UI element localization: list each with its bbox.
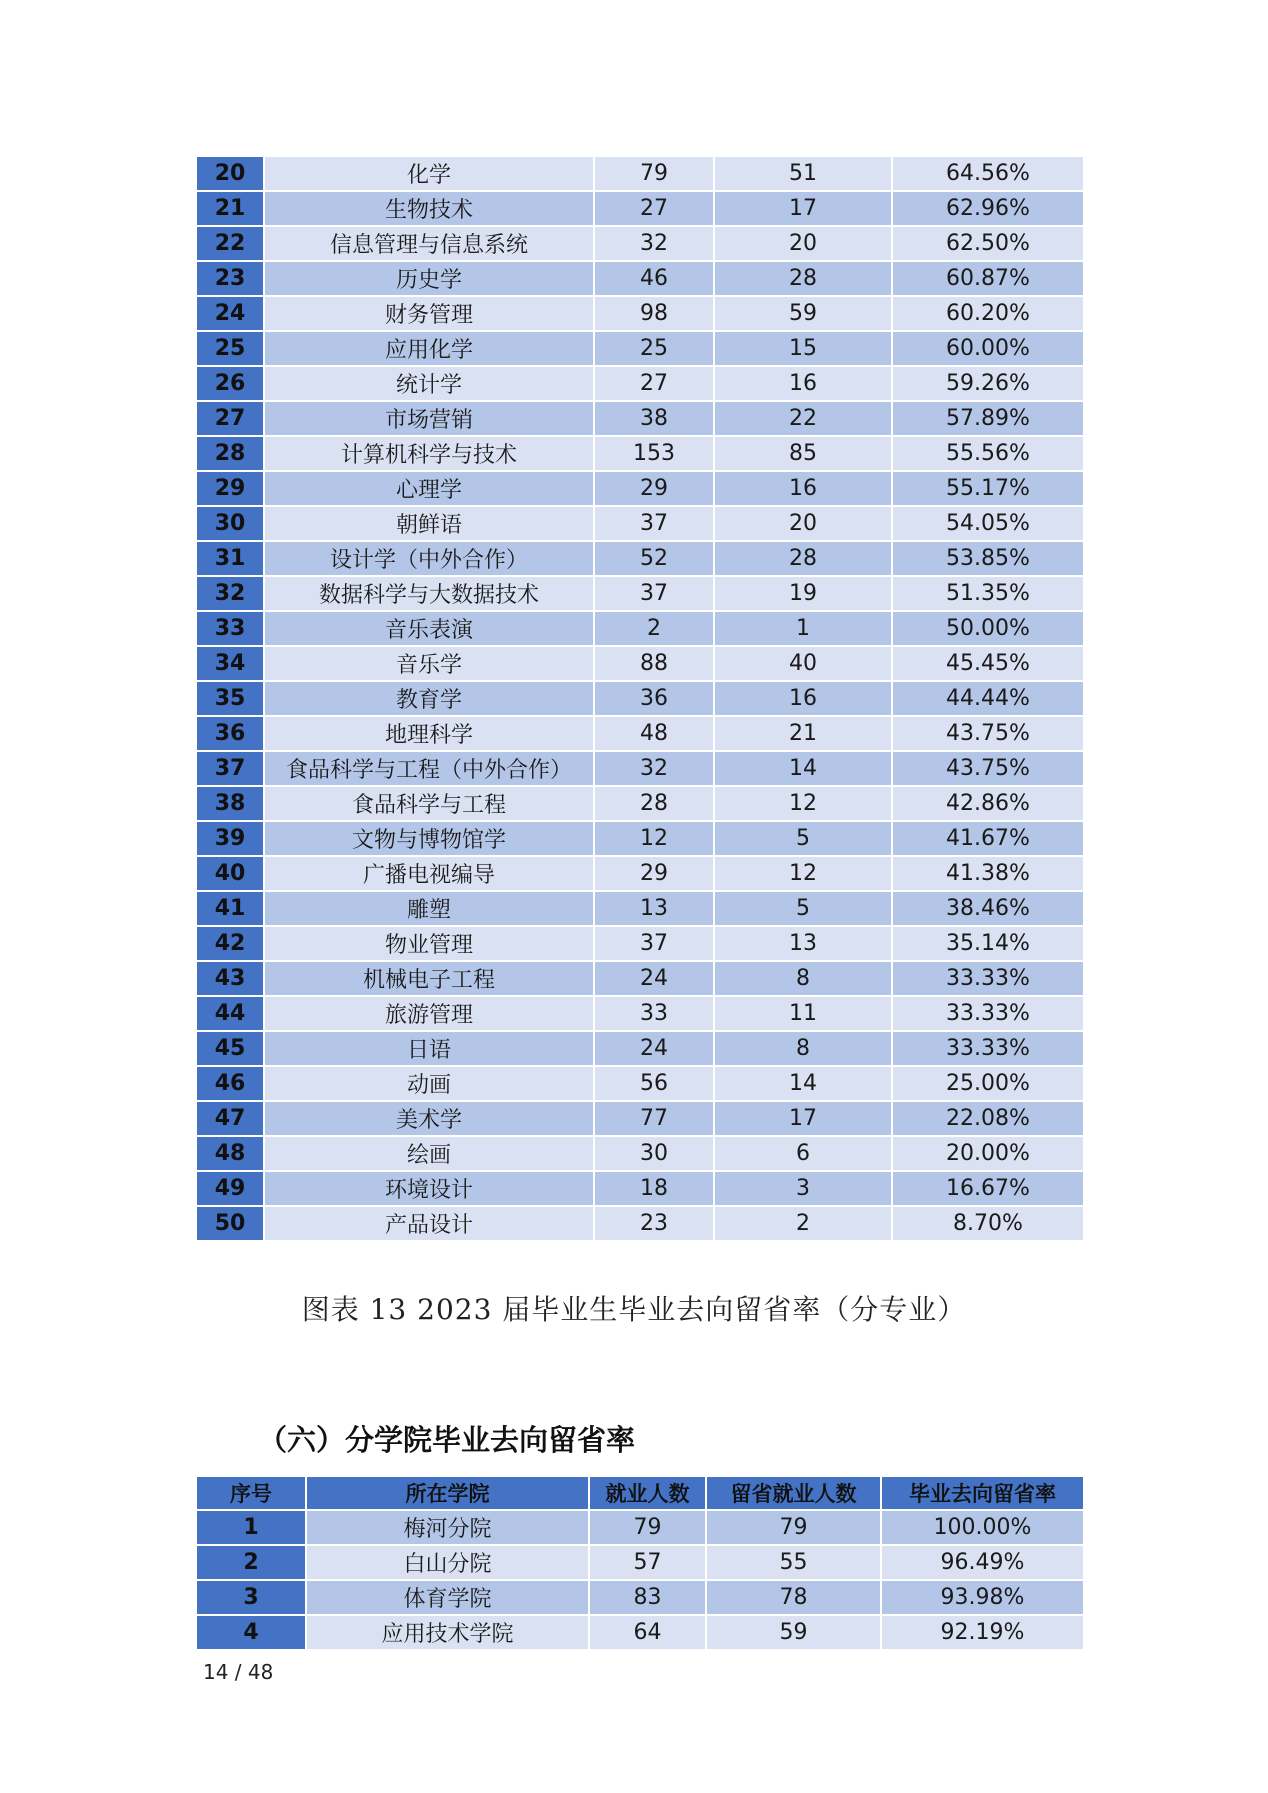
cell-employed: 77 <box>594 1101 714 1136</box>
cell-retained: 11 <box>714 996 892 1031</box>
cell-major: 广播电视编导 <box>264 856 594 891</box>
cell-employed: 79 <box>589 1510 706 1545</box>
cell-rate: 8.70% <box>892 1206 1084 1241</box>
cell-retained: 55 <box>706 1545 881 1580</box>
cell-employed: 48 <box>594 716 714 751</box>
cell-retained: 17 <box>714 1101 892 1136</box>
cell-rate: 43.75% <box>892 716 1084 751</box>
cell-major: 美术学 <box>264 1101 594 1136</box>
cell-rate: 43.75% <box>892 751 1084 786</box>
cell-employed: 46 <box>594 261 714 296</box>
cell-employed: 88 <box>594 646 714 681</box>
cell-retained: 16 <box>714 471 892 506</box>
cell-major: 旅游管理 <box>264 996 594 1031</box>
cell-major: 食品科学与工程（中外合作） <box>264 751 594 786</box>
cell-major: 文物与博物馆学 <box>264 821 594 856</box>
cell-college: 应用技术学院 <box>306 1615 589 1650</box>
cell-college: 梅河分院 <box>306 1510 589 1545</box>
cell-no: 49 <box>196 1171 264 1206</box>
table-row <box>196 401 1084 436</box>
cell-employed: 24 <box>594 961 714 996</box>
cell-employed: 28 <box>594 786 714 821</box>
cell-no: 37 <box>196 751 264 786</box>
cell-employed: 2 <box>594 611 714 646</box>
cell-retained: 16 <box>714 366 892 401</box>
cell-retained: 19 <box>714 576 892 611</box>
cell-rate: 25.00% <box>892 1066 1084 1101</box>
cell-retained: 17 <box>714 191 892 226</box>
cell-rate: 35.14% <box>892 926 1084 961</box>
cell-retained: 40 <box>714 646 892 681</box>
cell-retained: 13 <box>714 926 892 961</box>
table-row <box>196 821 1084 856</box>
table-row <box>196 576 1084 611</box>
cell-employed: 37 <box>594 506 714 541</box>
header-rate: 毕业去向留省率 <box>881 1476 1084 1510</box>
table-row <box>196 1101 1084 1136</box>
cell-rate: 50.00% <box>892 611 1084 646</box>
cell-no: 44 <box>196 996 264 1031</box>
cell-major: 应用化学 <box>264 331 594 366</box>
cell-employed: 29 <box>594 471 714 506</box>
cell-rate: 22.08% <box>892 1101 1084 1136</box>
cell-rate: 38.46% <box>892 891 1084 926</box>
cell-no: 34 <box>196 646 264 681</box>
cell-no: 40 <box>196 856 264 891</box>
cell-rate: 54.05% <box>892 506 1084 541</box>
cell-no: 24 <box>196 296 264 331</box>
cell-employed: 12 <box>594 821 714 856</box>
cell-retained: 28 <box>714 541 892 576</box>
cell-retained: 6 <box>714 1136 892 1171</box>
cell-no: 29 <box>196 471 264 506</box>
cell-major: 教育学 <box>264 681 594 716</box>
cell-college: 白山分院 <box>306 1545 589 1580</box>
header-no: 序号 <box>196 1476 306 1510</box>
table-row <box>196 1580 1084 1615</box>
cell-major: 市场营销 <box>264 401 594 436</box>
cell-no: 41 <box>196 891 264 926</box>
cell-major: 产品设计 <box>264 1206 594 1241</box>
cell-employed: 18 <box>594 1171 714 1206</box>
college-retention-table <box>195 1475 1085 1651</box>
cell-no: 46 <box>196 1066 264 1101</box>
cell-major: 设计学（中外合作） <box>264 541 594 576</box>
cell-employed: 32 <box>594 751 714 786</box>
cell-rate: 59.26% <box>892 366 1084 401</box>
cell-major: 音乐表演 <box>264 611 594 646</box>
table-row <box>196 1545 1084 1580</box>
cell-rate: 62.96% <box>892 191 1084 226</box>
table-row <box>196 961 1084 996</box>
cell-no: 26 <box>196 366 264 401</box>
cell-employed: 83 <box>589 1580 706 1615</box>
cell-major: 信息管理与信息系统 <box>264 226 594 261</box>
cell-major: 生物技术 <box>264 191 594 226</box>
table-row <box>196 366 1084 401</box>
table-row <box>196 1510 1084 1545</box>
header-employed: 就业人数 <box>589 1476 706 1510</box>
cell-major: 数据科学与大数据技术 <box>264 576 594 611</box>
cell-major: 历史学 <box>264 261 594 296</box>
table-row <box>196 471 1084 506</box>
cell-major: 心理学 <box>264 471 594 506</box>
cell-retained: 3 <box>714 1171 892 1206</box>
cell-major: 环境设计 <box>264 1171 594 1206</box>
cell-retained: 22 <box>714 401 892 436</box>
cell-retained: 8 <box>714 1031 892 1066</box>
cell-retained: 2 <box>714 1206 892 1241</box>
cell-rate: 62.50% <box>892 226 1084 261</box>
cell-rate: 55.17% <box>892 471 1084 506</box>
table-row <box>196 191 1084 226</box>
cell-retained: 51 <box>714 156 892 191</box>
cell-retained: 14 <box>714 1066 892 1101</box>
major-retention-table <box>195 155 1085 1242</box>
table-row <box>196 156 1084 191</box>
cell-retained: 20 <box>714 506 892 541</box>
table-row <box>196 926 1084 961</box>
cell-no: 35 <box>196 681 264 716</box>
cell-employed: 27 <box>594 366 714 401</box>
cell-major: 物业管理 <box>264 926 594 961</box>
cell-rate: 93.98% <box>881 1580 1084 1615</box>
cell-rate: 92.19% <box>881 1615 1084 1650</box>
cell-no: 21 <box>196 191 264 226</box>
cell-no: 43 <box>196 961 264 996</box>
cell-retained: 59 <box>706 1615 881 1650</box>
cell-no: 30 <box>196 506 264 541</box>
cell-employed: 38 <box>594 401 714 436</box>
college-table-body <box>196 1510 1084 1650</box>
table-row <box>196 891 1084 926</box>
cell-no: 2 <box>196 1545 306 1580</box>
table-row <box>196 1031 1084 1066</box>
cell-no: 33 <box>196 611 264 646</box>
table-row <box>196 261 1084 296</box>
cell-retained: 14 <box>714 751 892 786</box>
table-row <box>196 226 1084 261</box>
cell-rate: 57.89% <box>892 401 1084 436</box>
cell-rate: 100.00% <box>881 1510 1084 1545</box>
cell-retained: 12 <box>714 856 892 891</box>
cell-major: 地理科学 <box>264 716 594 751</box>
cell-college: 体育学院 <box>306 1580 589 1615</box>
cell-no: 47 <box>196 1101 264 1136</box>
table-row <box>196 541 1084 576</box>
cell-retained: 1 <box>714 611 892 646</box>
cell-no: 39 <box>196 821 264 856</box>
cell-employed: 36 <box>594 681 714 716</box>
table-row <box>196 996 1084 1031</box>
cell-major: 食品科学与工程 <box>264 786 594 821</box>
header-retained: 留省就业人数 <box>706 1476 881 1510</box>
table-row <box>196 1171 1084 1206</box>
cell-rate: 64.56% <box>892 156 1084 191</box>
cell-retained: 5 <box>714 821 892 856</box>
cell-employed: 98 <box>594 296 714 331</box>
cell-employed: 37 <box>594 926 714 961</box>
cell-rate: 41.38% <box>892 856 1084 891</box>
cell-no: 25 <box>196 331 264 366</box>
cell-major: 统计学 <box>264 366 594 401</box>
cell-rate: 55.56% <box>892 436 1084 471</box>
cell-rate: 41.67% <box>892 821 1084 856</box>
cell-no: 3 <box>196 1580 306 1615</box>
cell-employed: 33 <box>594 996 714 1031</box>
cell-no: 1 <box>196 1510 306 1545</box>
cell-rate: 60.20% <box>892 296 1084 331</box>
cell-major: 绘画 <box>264 1136 594 1171</box>
table-row <box>196 751 1084 786</box>
cell-no: 22 <box>196 226 264 261</box>
cell-employed: 153 <box>594 436 714 471</box>
table-row <box>196 506 1084 541</box>
cell-rate: 53.85% <box>892 541 1084 576</box>
cell-major: 机械电子工程 <box>264 961 594 996</box>
cell-rate: 96.49% <box>881 1545 1084 1580</box>
cell-no: 23 <box>196 261 264 296</box>
cell-major: 动画 <box>264 1066 594 1101</box>
cell-no: 50 <box>196 1206 264 1241</box>
table-row <box>196 646 1084 681</box>
cell-employed: 79 <box>594 156 714 191</box>
cell-employed: 52 <box>594 541 714 576</box>
cell-employed: 32 <box>594 226 714 261</box>
cell-no: 42 <box>196 926 264 961</box>
cell-employed: 29 <box>594 856 714 891</box>
table-row <box>196 786 1084 821</box>
cell-employed: 57 <box>589 1545 706 1580</box>
table-row <box>196 856 1084 891</box>
table-row <box>196 1136 1084 1171</box>
cell-employed: 24 <box>594 1031 714 1066</box>
cell-major: 雕塑 <box>264 891 594 926</box>
table-row <box>196 611 1084 646</box>
table-row <box>196 1615 1084 1650</box>
cell-major: 财务管理 <box>264 296 594 331</box>
header-college: 所在学院 <box>306 1476 589 1510</box>
cell-retained: 16 <box>714 681 892 716</box>
cell-rate: 33.33% <box>892 1031 1084 1066</box>
cell-rate: 20.00% <box>892 1136 1084 1171</box>
cell-no: 27 <box>196 401 264 436</box>
cell-rate: 33.33% <box>892 996 1084 1031</box>
table-caption: 图表 13 2023 届毕业生毕业去向留省率（分专业） <box>301 1293 967 1326</box>
cell-no: 36 <box>196 716 264 751</box>
cell-rate: 51.35% <box>892 576 1084 611</box>
cell-employed: 27 <box>594 191 714 226</box>
cell-major: 化学 <box>264 156 594 191</box>
cell-retained: 12 <box>714 786 892 821</box>
cell-rate: 44.44% <box>892 681 1084 716</box>
cell-no: 32 <box>196 576 264 611</box>
cell-no: 38 <box>196 786 264 821</box>
cell-major: 朝鲜语 <box>264 506 594 541</box>
cell-retained: 79 <box>706 1510 881 1545</box>
cell-retained: 28 <box>714 261 892 296</box>
cell-no: 28 <box>196 436 264 471</box>
cell-major: 音乐学 <box>264 646 594 681</box>
cell-employed: 25 <box>594 331 714 366</box>
cell-employed: 64 <box>589 1615 706 1650</box>
cell-retained: 5 <box>714 891 892 926</box>
cell-rate: 45.45% <box>892 646 1084 681</box>
table-row <box>196 436 1084 471</box>
cell-employed: 23 <box>594 1206 714 1241</box>
cell-employed: 37 <box>594 576 714 611</box>
cell-major: 日语 <box>264 1031 594 1066</box>
cell-rate: 42.86% <box>892 786 1084 821</box>
cell-retained: 85 <box>714 436 892 471</box>
cell-rate: 60.87% <box>892 261 1084 296</box>
cell-employed: 30 <box>594 1136 714 1171</box>
cell-rate: 33.33% <box>892 961 1084 996</box>
cell-employed: 56 <box>594 1066 714 1101</box>
cell-no: 48 <box>196 1136 264 1171</box>
cell-no: 4 <box>196 1615 306 1650</box>
cell-retained: 21 <box>714 716 892 751</box>
cell-retained: 15 <box>714 331 892 366</box>
cell-retained: 20 <box>714 226 892 261</box>
table-row <box>196 716 1084 751</box>
cell-retained: 78 <box>706 1580 881 1615</box>
table-row <box>196 331 1084 366</box>
table-row <box>196 1206 1084 1241</box>
table-row <box>196 681 1084 716</box>
cell-major: 计算机科学与技术 <box>264 436 594 471</box>
cell-rate: 16.67% <box>892 1171 1084 1206</box>
cell-no: 20 <box>196 156 264 191</box>
cell-retained: 8 <box>714 961 892 996</box>
section-heading: （六）分学院毕业去向留省率 <box>258 1423 636 1457</box>
major-table-body <box>196 156 1084 1241</box>
page-number: 14 / 48 <box>203 1660 274 1684</box>
cell-no: 31 <box>196 541 264 576</box>
cell-rate: 60.00% <box>892 331 1084 366</box>
cell-retained: 59 <box>714 296 892 331</box>
table-row <box>196 296 1084 331</box>
college-table-header-row <box>196 1476 1084 1510</box>
cell-employed: 13 <box>594 891 714 926</box>
table-row <box>196 1066 1084 1101</box>
cell-no: 45 <box>196 1031 264 1066</box>
